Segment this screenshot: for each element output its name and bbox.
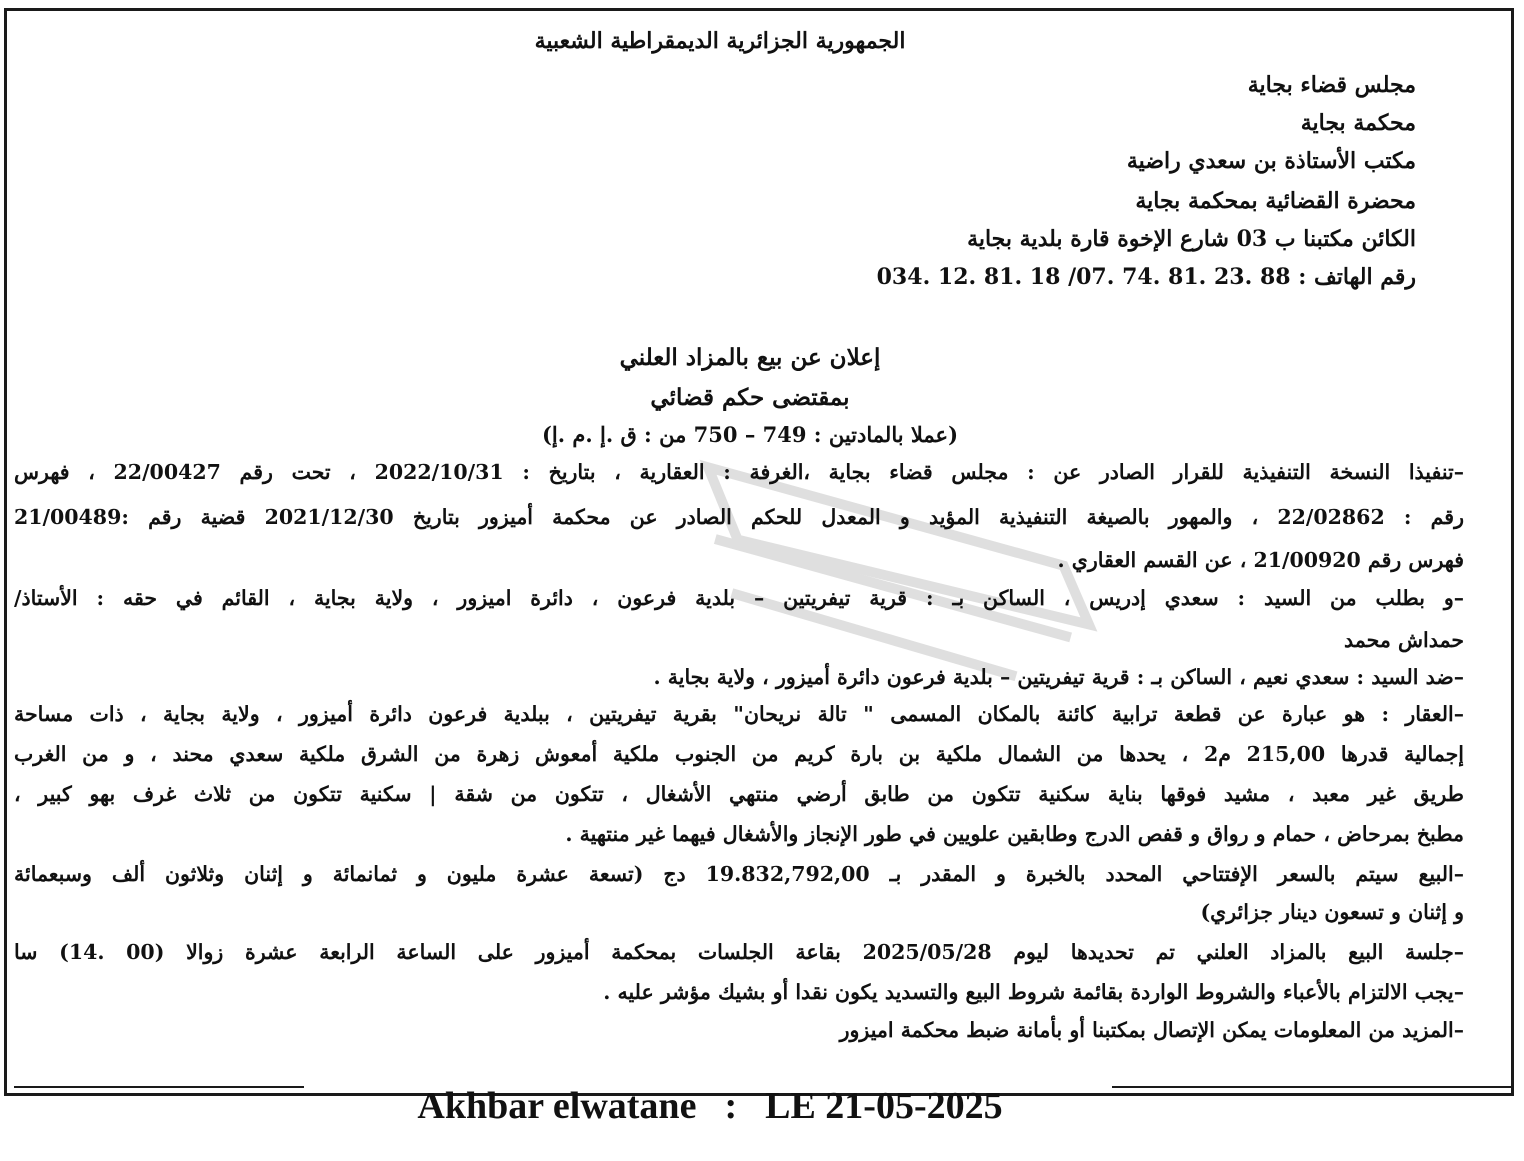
office-line: مكتب الأستاذة بن سعدي راضية <box>1126 148 1416 174</box>
body-line: –و بطلب من السيد : سعدي إدريس ، الساكن بـ : قرية تيفريتين – بلدية فرعون ، دائرة اميزور ، ولاية بجاية ، القائم في حقه : الأستاذ/ <box>14 586 1464 610</box>
body-line: –ضد السيد : سعدي نعيم ، الساكن بـ : قرية تيفريتين – بلدية فرعون دائرة أميزور ، ولاية بجاية . <box>653 665 1464 689</box>
body-line: –تنفيذا النسخة التنفيذية للقرار الصادر عن : مجلس قضاء بجاية ،الغرفة : العقارية ، بتاريخ : 2022/10/31 ، تحت رقم 22/00427 ، فهرس <box>14 460 1464 484</box>
republic-heading: الجمهورية الجزائرية الديمقراطية الشعبية <box>534 28 906 54</box>
body-line: حمداش محمد <box>1344 628 1464 652</box>
body-line: –المزيد من المعلومات يمكن الإتصال بمكتبنا أو بأمانة ضبط محكمة اميزور <box>839 1018 1464 1042</box>
council-line: مجلس قضاء بجاية <box>1247 72 1416 98</box>
bailiff-line: محضرة القضائية بمحكمة بجاية <box>1135 188 1416 214</box>
body-line: طريق غير معبد ، مشيد فوقها بناية سكنية تتكون من طابق أرضي منتهي الأشغال ، تتكون من شقة | سكنية تتكون من ثلاث غرف بهو كبير ، <box>14 782 1464 806</box>
footer-rule-left <box>14 1086 304 1088</box>
phone-line: رقم الهاتف : 88 .23 .81 .74 .07/ 18 .81 .12 .034 <box>876 264 1416 290</box>
body-line: فهرس رقم 21/00920 ، عن القسم العقاري . <box>1057 548 1464 572</box>
body-line: و إثنان و تسعون دينار جزائري) <box>1200 900 1464 924</box>
body-line: –جلسة البيع بالمزاد العلني تم تحديدها ليوم 2025/05/28 بقاعة الجلسات بمحكمة أميزور على الساعة الرابعة عشرة زوالا (00 .14) سا <box>14 940 1464 964</box>
court-line: محكمة بجاية <box>1300 110 1416 136</box>
body-line: –البيع سيتم بالسعر الإفتتاحي المحدد بالخبرة و المقدر بـ 19.832,792,00 دج (تسعة عشرة مليون و ثمانمائة و إثنان وثلاثون ألف وسبعمائة <box>14 862 1464 886</box>
publication-date: LE 21-05-2025 <box>765 1085 1003 1127</box>
body-line: إجمالية قدرها 215,00 م2 ، يحدها من الشمال ملكية بن بارة كريم من الجنوب ملكية أمعوش زهرة من الشرق ملكية سعدي محند ، و من الغرب <box>14 742 1464 766</box>
address-line: الكائن مكتبنا ب 03 شارع الإخوة قارة بلدية بجاية <box>967 226 1416 252</box>
body-line: رقم : 22/02862 ، والمهور بالصيغة التنفيذية المؤيد و المعدل للحكم الصادر عن محكمة أميزور بتاريخ 2021/12/30 قضية رقم :21/00489 <box>14 505 1465 529</box>
footer-rule-right <box>1112 1086 1512 1088</box>
notice-title: إعلان عن بيع بالمزاد العلني <box>619 344 881 371</box>
newspaper-name: Akhbar elwatane <box>417 1085 697 1127</box>
footer-separator: : <box>724 1085 738 1127</box>
notice-legal-basis: (عملا بالمادتين : 749 – 750 من : ق .إ .م .إ) <box>541 422 959 447</box>
body-line: مطبخ بمرحاض ، حمام و رواق و قفص الدرج وطابقين علويين في طور الإنجاز والأشغال فيهما غير منتهية . <box>565 822 1464 846</box>
footer-publication <box>300 1084 1120 1128</box>
body-line: –يجب الالتزام بالأعباء والشروط الواردة بقائمة شروط البيع والتسديد يكون نقدا أو بشيك مؤشر عليه . <box>603 980 1464 1004</box>
body-line: –العقار : هو عبارة عن قطعة ترابية كائنة بالمكان المسمى " تالة نريحان" بقرية تيفريتين ، ببلدية فرعون دائرة أميزور ، ولاية بجاية ، ذات مساحة <box>14 702 1464 726</box>
notice-subtitle: بمقتضى حكم قضائي <box>650 384 850 411</box>
